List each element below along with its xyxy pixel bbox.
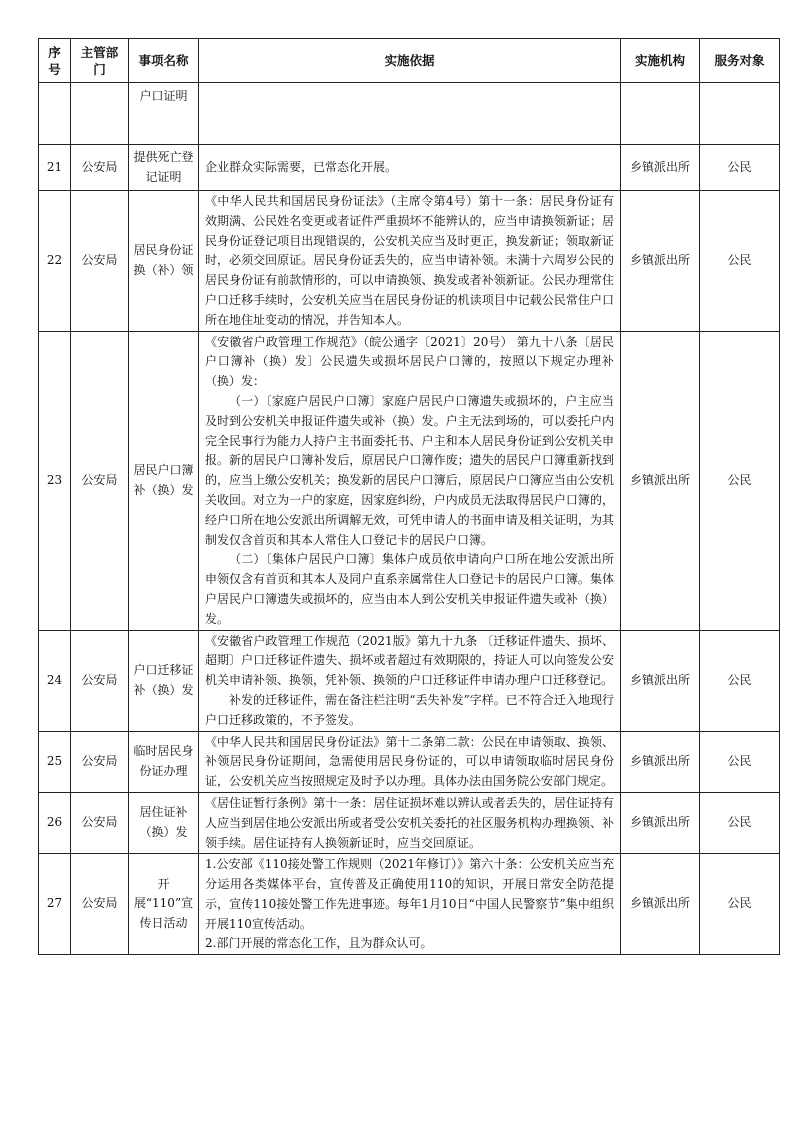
row-item: 开展“110”宣传日活动 <box>129 854 199 955</box>
header-item: 事项名称 <box>129 39 199 83</box>
header-org: 实施机构 <box>621 39 700 83</box>
row-basis <box>199 331 621 630</box>
basis-paragraph: 补发的迁移证件，需在备注栏注明“丢失补发”字样。已不符合迁入地现行户口迁移政策的，不予签发。 <box>205 692 614 727</box>
table-row <box>39 331 780 630</box>
basis-paragraph: 《中华人民共和国居民身份证法》（主席令第4号）第十一条：居民身份证有效期满、公民姓名变更或者证件严重损坏不能辨认的，应当申请换领新证；居民身份证登记项目出现错误的，公安机关应当及时更正，换发新证；领取新证时，必须交回原证。居民身份证丢失的，应当申请补领。未满十六周岁公民的居民身份证有前款情形的，可以申请换领、换发或者补领新证。公民办理常住户口迁移手续时，公安机关应当在居民身份证的机读项目中记载公民常住户口所在地住址变动的情况，并告知本人。 <box>205 194 614 327</box>
row-seq <box>39 83 71 145</box>
header-dept: 主管部门 <box>71 39 129 83</box>
row-target: 公民 <box>700 792 780 853</box>
row-basis <box>199 630 621 731</box>
row-org: 乡镇派出所 <box>621 792 700 853</box>
table-row <box>39 630 780 731</box>
table-row <box>39 792 780 853</box>
row-org: 乡镇派出所 <box>621 731 700 792</box>
row-dept: 公安局 <box>71 630 129 731</box>
header-target: 服务对象 <box>700 39 780 83</box>
basis-paragraph: 企业群众实际需要，已常态化开展。 <box>205 160 398 175</box>
row-item: 居民身份证换（补）领 <box>129 191 199 332</box>
table-header-row <box>39 39 780 83</box>
row-seq: 27 <box>39 854 71 955</box>
row-seq: 21 <box>39 145 71 191</box>
header-seq: 序号 <box>39 39 71 83</box>
row-target: 公民 <box>700 854 780 955</box>
row-dept <box>71 83 129 145</box>
service-items-table <box>38 38 780 955</box>
row-org <box>621 83 700 145</box>
row-item: 居民户口簿补（换）发 <box>129 331 199 630</box>
row-basis <box>199 83 621 145</box>
row-org: 乡镇派出所 <box>621 630 700 731</box>
row-item: 户口迁移证补（换）发 <box>129 630 199 731</box>
row-item: 户口证明 <box>129 83 199 145</box>
row-dept: 公安局 <box>71 731 129 792</box>
basis-paragraph: 1.公安部《110接处警工作规则（2021年修订）》第六十条：公安机关应当充分运用各类媒体平台，宣传普及正确使用110的知识，开展日常安全防范提示，宣传110接处警工作先进事迹。每年1月10日“中国人民警察节”集中组织开展110宣传活动。 <box>205 857 614 931</box>
table-row <box>39 191 780 332</box>
basis-paragraph: 《中华人民共和国居民身份证法》第十二条第二款：公民在申请领取、换领、补领居民身份证期间，急需使用居民身份证的，可以申请领取临时居民身份证，公安机关应当按照规定及时予以办理。具体办法由国务院公安部门规定。 <box>205 734 614 789</box>
row-target: 公民 <box>700 191 780 332</box>
header-basis: 实施依据 <box>199 39 621 83</box>
row-basis <box>199 191 621 332</box>
basis-paragraph: （二）〔集体户居民户口簿〕集体户成员依申请向户口所在地公安派出所申领仅含有首页和其本人及同户直系亲属常住人口登记卡的居民户口簿。集体户居民户口簿遗失或损坏的，应当由本人到公安机关申报证件遗失或补（换）发。 <box>205 552 614 626</box>
table-row <box>39 854 780 955</box>
row-seq: 23 <box>39 331 71 630</box>
row-dept: 公安局 <box>71 145 129 191</box>
table-row <box>39 83 780 145</box>
row-target: 公民 <box>700 331 780 630</box>
row-org: 乡镇派出所 <box>621 331 700 630</box>
basis-paragraph: 《居住证暂行条例》第十一条：居住证损坏难以辨认或者丢失的，居住证持有人应当到居住地公安派出所或者受公安机关委托的社区服务机构办理换领、补领手续。居住证持有人换领新证时，应当交回原证。 <box>205 795 614 850</box>
row-dept: 公安局 <box>71 792 129 853</box>
row-target: 公民 <box>700 145 780 191</box>
row-basis <box>199 854 621 955</box>
table-row <box>39 731 780 792</box>
basis-paragraph: 2.部门开展的常态化工作，且为群众认可。 <box>205 936 433 951</box>
row-target: 公民 <box>700 630 780 731</box>
row-basis <box>199 731 621 792</box>
row-org: 乡镇派出所 <box>621 854 700 955</box>
row-org: 乡镇派出所 <box>621 191 700 332</box>
row-seq: 26 <box>39 792 71 853</box>
table-row <box>39 145 780 191</box>
row-item: 临时居民身份证办理 <box>129 731 199 792</box>
row-seq: 24 <box>39 630 71 731</box>
row-basis <box>199 792 621 853</box>
row-dept: 公安局 <box>71 191 129 332</box>
basis-paragraph: 《安徽省户政管理工作规范（2021版》第九十九条 〔迁移证件遗失、损坏、超期〕户口迁移证件遗失、损坏或者超过有效期限的，持证人可以向签发公安机关申请补领、换领，凭补领、换领的户口迁移证件申请办理户口迁移登记。 <box>205 633 614 688</box>
row-item: 居住证补（换）发 <box>129 792 199 853</box>
basis-paragraph: （一）〔家庭户居民户口簿〕家庭户居民户口簿遗失或损坏的，户主应当及时到公安机关申报证件遗失或补（换）发。户主无法到场的，可以委托户内完全民事行为能力人持户主书面委托书、户主和本人居民身份证到公安机关申报。新的居民户口簿补发后，原居民户口簿作废；遗失的居民户口簿重新找到的，应当上缴公安机关；换发新的居民户口簿后，原居民户口簿应当由公安机关收回。对立为一户的家庭，因家庭纠纷，户内成员无法取得居民户口簿的，经户口所在地公安派出所调解无效，可凭申请人的书面申请及相关证明，为其制发仅含首页和其本人常住人口登记卡的居民户口簿。 <box>205 393 614 547</box>
row-target <box>700 83 780 145</box>
row-org: 乡镇派出所 <box>621 145 700 191</box>
row-basis <box>199 145 621 191</box>
row-target: 公民 <box>700 731 780 792</box>
row-seq: 22 <box>39 191 71 332</box>
row-seq: 25 <box>39 731 71 792</box>
row-dept: 公安局 <box>71 331 129 630</box>
row-dept: 公安局 <box>71 854 129 955</box>
row-item: 提供死亡登记证明 <box>129 145 199 191</box>
basis-paragraph: 《安徽省户政管理工作规范》（皖公通字〔2021〕20号） 第九十八条〔居民户口簿补（换）发〕公民遗失或损坏居民户口簿的，按照以下规定办理补（换）发： <box>205 334 614 389</box>
